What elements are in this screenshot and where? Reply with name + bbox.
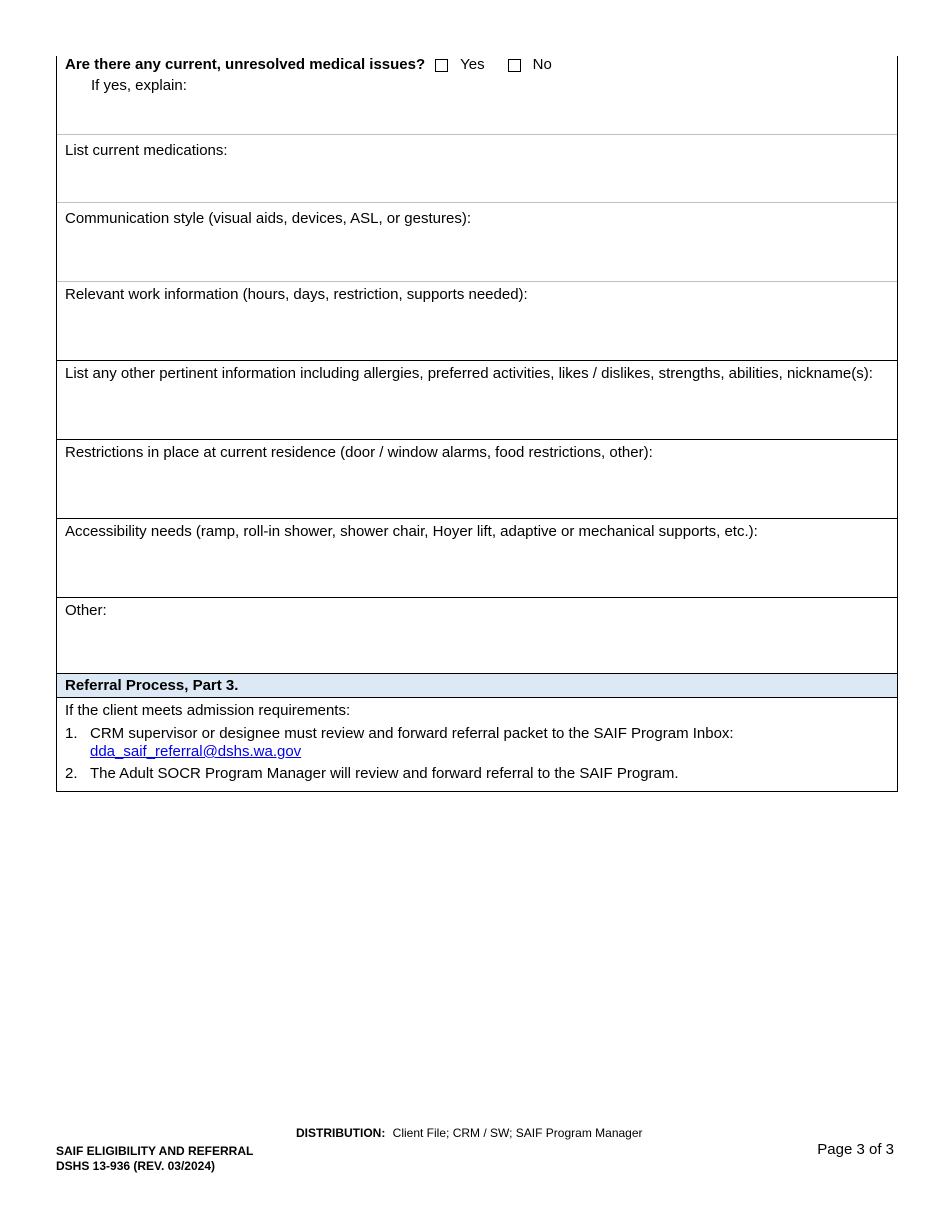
referral-step-1 [65,725,889,761]
residence-restrictions-label: Restrictions in place at current residence (door / window alarms, food restrictions, other): [65,444,653,461]
referral-step-text: CRM supervisor or designee must review and forward referral packet to the SAIF Program Inbox: [90,725,734,742]
other-label: Other: [65,602,107,619]
referral-intro: If the client meets admission requirements: [65,702,351,719]
medications-label: List current medications: [65,142,228,159]
work-information-field[interactable] [57,282,897,361]
referral-step-number: 1. [65,725,78,742]
referral-step-number: 2. [65,765,78,782]
communication-style-field[interactable] [57,203,897,282]
accessibility-needs-field[interactable] [57,519,897,598]
communication-style-label: Communication style (visual aids, devices, ASL, or gestures): [65,210,472,227]
other-field[interactable] [57,598,897,673]
form-title: SAIF ELIGIBILITY AND REFERRAL [56,1144,254,1158]
distribution-label: DISTRIBUTION: [296,1126,386,1140]
no-label: No [532,56,552,73]
yes-label: Yes [460,56,485,73]
medical-issues-question: Are there any current, unresolved medical issues? [65,56,426,73]
medical-explain-label: If yes, explain: [91,77,187,94]
no-option[interactable] [508,56,552,74]
referral-process-header: Referral Process, Part 3. [57,673,897,698]
residence-restrictions-field[interactable] [57,440,897,519]
no-checkbox[interactable] [508,59,521,72]
yes-checkbox[interactable] [435,59,448,72]
saif-inbox-email-link[interactable]: dda_saif_referral@dshs.wa.gov [90,743,302,760]
page-number: Page 3 of 3 [817,1141,894,1158]
distribution-value: Client File; CRM / SW; SAIF Program Manager [392,1126,643,1140]
referral-step-text: The Adult SOCR Program Manager will review and forward referral to the SAIF Program. [90,765,679,782]
form-identifier [56,1144,253,1174]
medications-field[interactable] [57,135,897,203]
pertinent-information-label: List any other pertinent information including allergies, preferred activities, likes / dislikes, strengths, abilities, nickname(s): [65,365,873,382]
referral-step-2 [65,765,889,783]
form-continuation [56,56,898,792]
pertinent-information-field[interactable] [57,361,897,440]
work-information-label: Relevant work information (hours, days, restriction, supports needed): [65,286,528,303]
accessibility-needs-label: Accessibility needs (ramp, roll-in shower, shower chair, Hoyer lift, adaptive or mechanical supports, etc.): [65,523,758,540]
form-number: DSHS 13-936 (REV. 03/2024) [56,1159,215,1173]
referral-process-section [57,698,897,791]
yes-option[interactable] [435,56,484,74]
distribution-line [296,1126,643,1140]
medical-issues-row[interactable] [57,56,897,135]
